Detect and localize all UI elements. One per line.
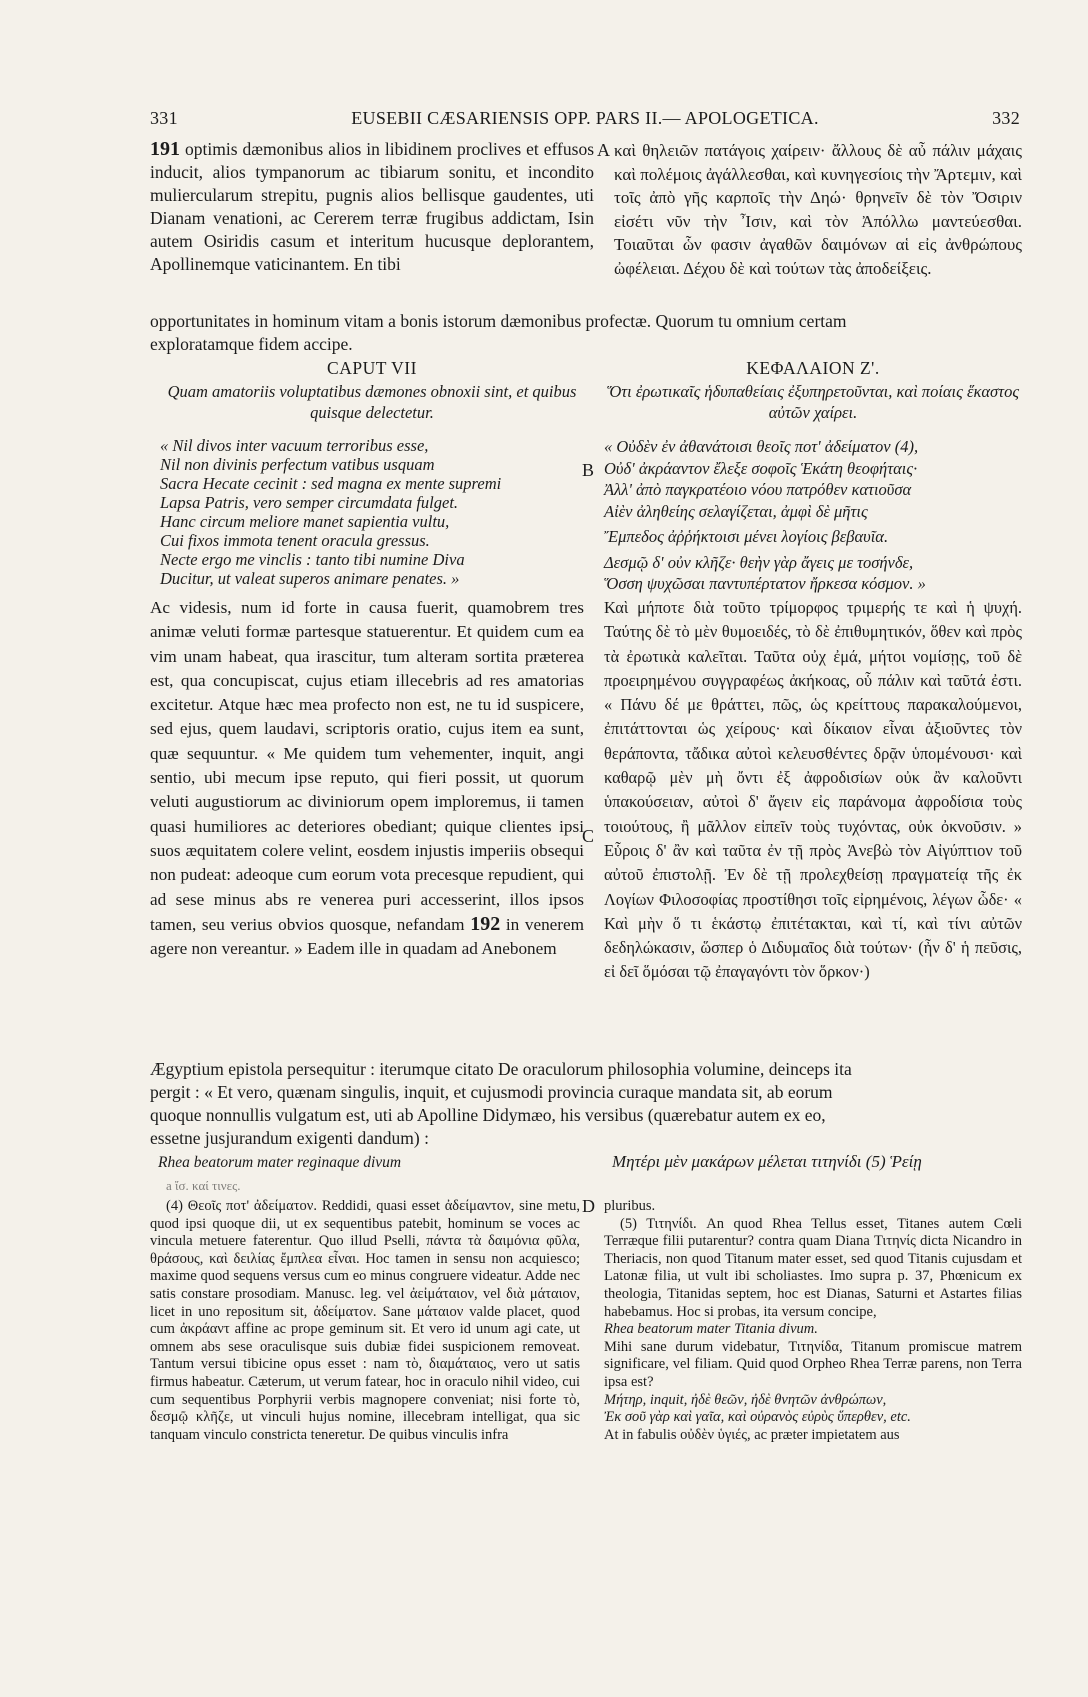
verse-line: Ἀλλ' ἀπὸ παγκρατέοιο νόου πατρόθεν κατιοῦσα bbox=[604, 480, 912, 499]
top-left-latin-text: optimis dæmonibus alios in libidinem proclives et effusos inducit, alios tympanorum ac tibiarum sonitu, et incondito muliercularum strepitu, pugnis alios bellisque gaudentes, uti Dianam venationi, ac Cererem terræ frugibus addictam, Isin autem Osiridis casum et interitum hucusque deplorantem, Apollinemque vaticinantem. En tibi bbox=[150, 139, 595, 274]
running-header bbox=[150, 108, 1020, 132]
wide2-line-4: essetne jusjurandum exigenti dandum) : bbox=[150, 1128, 429, 1148]
verse-line: « Οὐδὲν ἐν ἀθανάτοισι θεοῖς ποτ' ἀδείματον (4), bbox=[604, 437, 919, 456]
latin-verse bbox=[160, 436, 594, 588]
left-main-latin bbox=[150, 596, 584, 961]
footnote-a-text: a ἴσ. καί τινες. bbox=[166, 1178, 241, 1193]
top-left-latin-block bbox=[150, 138, 594, 276]
verse-line: Ὅσση ψυχῶσαι παντυπέρτατον ἤρκεσα κόσμον. » bbox=[604, 574, 926, 593]
verse-line: Necte ergo me vinclis : tanto tibi numine Diva bbox=[160, 550, 465, 569]
verse-line: Cui fixos immota tenent oracula gressus. bbox=[160, 531, 430, 550]
wide2-line-1: Ægyptium epistola persequitur : iterumque citato De oraculorum philosophia volumine, deinceps ita bbox=[150, 1059, 852, 1079]
note-5-cont: Mihi sane durum videbatur, Τιτηνίδα, Titanum promiscue matrem significare, vel filiam. Quid quod Orpheo Rhea Terræ parens, non Terra ipsa est? bbox=[604, 1338, 1022, 1390]
verse-line: Αἰὲν ἀληθείης σελαγίζεται, ἀμφὶ δὲ μῆτις bbox=[604, 501, 868, 521]
section-marker-191: 191 bbox=[150, 138, 180, 160]
rhea-greek-line bbox=[612, 1152, 1022, 1172]
right-main-text: Καὶ μήποτε διὰ τοῦτο τρίμορφος τριμερής τε καὶ ἡ ψυχή. Ταύτης δὲ τὸ μὲν θυμοειδές, τὸ δὲ ἐπιθυμητικόν, ὅθεν καὶ πρὸς τὰ ἐρωτικὰ καλεῖται. Ταῦτα οὐχ ἐμά, μήτοι νομίσῃς, τοῦ δὲ προειρημένου συγγραφέως ἀκήκοας, οὗ πάλιν καὶ ταῦτά ἐστι. « Πάνυ δέ με θράττει, πῶς, ὡς κρείττους παρακαλούμενοι, ἐπιτάττονται ὡς χείρους· καὶ δίκαιον εἶναι ἀξιοῦντες τὸν θεράποντα, τἄδικα αὐτοὶ κελευσθέντες δρᾷν ὑπομένουσι· καὶ καθαρῷ μὲν μὴ ὄντι ἐξ ἀφροδισίων οὐκ ἂν καλοῦντι ὑπακούσειαν, αὐτοὶ δ' ἄγειν εἰς παράνομα ἀφροδίσια τοὺς τοιούτους, ἢ μᾶλλον εἰπεῖν τοὺς τυχόντας, οὐκ ὀκνοῦσιν. » Εὗροις δ' ἂν καὶ ταῦτα ἐν τῇ πρὸς Ἀνεβὼ τὸν Αἰγύπτιον τοῦ αὐτοῦ ἐπιστολῇ. Ἐν δὲ τῇ προλεχθείσῃ πραγματείᾳ τῆς ἐκ Λογίων Φιλοσοφίας προστίθησι τοῖς εἰρημένοις, λέγων ὧδε· « Καὶ μὴν ὅ τι ἑκάστῳ ἐπιτέτακται, καὶ τί, καὶ τίνι αὐτῶν δεδηλώκασιν, ὥσπερ ὁ Διδυμαῖος διὰ τούτων· (ἦν δ' ἡ πεῦσις, εἰ δεῖ ὅμόσαι τῷ ἐπαγαγόντι τὸν ὅρκον·) bbox=[604, 598, 1022, 982]
pluribus-text: pluribus. bbox=[604, 1198, 656, 1214]
rhea-greek-text: Μητέρι μὲν μακάρων μέλεται τιτηνίδι (5) Ῥείῃ bbox=[612, 1152, 922, 1171]
wide2-line-2: pergit : « Et vero, quænam singulis, inquit, et cujusmodi provincia curaque mandata sit, ab eorum bbox=[150, 1082, 833, 1102]
margin-letter-a: A bbox=[597, 140, 610, 160]
note-5-text: (5) Τιτηνίδι. An quod Rhea Tellus esset, Titanes autem Cœli Terræque filii putarentur? contra quam Diana Τιτηνίς dicta Nicandro in Theriacis, non quod Titanum mater esset, sed quod Titanis cujusdam et Latonæ filia, ut vult ibi scholiastes. Imo supra p. 37, Phœnicum ex theologia, Titanidas septem, hoc est Dianas, Saturni et Astartes filias habebamus. Hoc si probas, ita versum concipe, bbox=[604, 1215, 1022, 1320]
kephalaion-title: ΚΕΦΑΛΑΙΟΝ Ζ'. bbox=[746, 358, 880, 378]
verse-line: Lapsa Patris, vero semper circumdata fulget. bbox=[160, 493, 459, 512]
verse-line: Δεσμῷ δ' οὐν κλῆζε· θεὴν γὰρ ἄγεις με τοσήνδε, bbox=[604, 552, 914, 572]
section-marker-192: 192 bbox=[470, 912, 501, 935]
left-main-tail: in venerem agere non vereantur. » Eadem ille in quadam ad Anebonem bbox=[150, 914, 585, 959]
verse-line: « Nil divos inter vacuum terroribus esse, bbox=[160, 436, 429, 455]
wide-line-2: exploratamque fidem accipe. bbox=[150, 334, 353, 354]
wide-continuation bbox=[150, 1058, 1022, 1150]
note-5 bbox=[604, 1198, 1022, 1444]
top-right-greek-text: καὶ θηλειῶν πατάγοις χαίρειν· ἄλλους δὲ αὖ πάλιν μάχαις καὶ πολέμοις ἀγάλλεσθαι, καὶ κυνηγεσίοις τὴν Ἄρτεμιν, καὶ τοῖς ἀπὸ γῆς καρποῖς τὴν Δηώ· θρηνεῖν δὲ τὸν Ὄσιριν εἰσέτι νῦν τὴν Ἶσιν, καὶ τὸν Ἀπόλλω μαντεύεσθαι. Τοιαῦται ὧν φασιν ἀγαθῶν δαιμόνων αἱ εἰς ἀνθρώπους ὠφέλειαι. Δέχου δὲ καὶ τούτων τὰς ἀποδείξεις. bbox=[614, 141, 1022, 278]
note-5-italic: Rhea beatorum mater Titania divum. bbox=[604, 1321, 818, 1338]
right-main-greek bbox=[604, 596, 1022, 985]
top-right-greek-block bbox=[614, 139, 1022, 280]
footnote-a bbox=[166, 1178, 586, 1194]
wide2-line-3: quoque nonnullis vulgatum est, uti ab Apolline Didymæo, his versibus (quærebatur autem ex eo, bbox=[150, 1105, 826, 1125]
margin-letter-b: B bbox=[582, 460, 595, 480]
note-4 bbox=[150, 1198, 580, 1444]
verse-line: Ἔμπεδος ἀῤῥήκτοισι μένει λογίοις βεβαυῖα. bbox=[604, 527, 889, 546]
verse-line: Hanc circum meliore manet sapientia vultu, bbox=[160, 512, 450, 531]
rhea-latin-text: Rhea beatorum mater reginaque divum bbox=[158, 1154, 402, 1171]
margin-letter-c: C bbox=[582, 826, 595, 846]
verse-line: Sacra Hecate cecinit : sed magna ex mente supremi bbox=[160, 474, 502, 493]
wide-line-block bbox=[150, 310, 1022, 356]
note-5-greek-2: Ἐκ σοῦ γὰρ καὶ γαῖα, καὶ οὐρανὸς εὐρὺς ὕπερθεν, etc. bbox=[604, 1409, 911, 1426]
greek-verse bbox=[604, 436, 1022, 595]
right-chapter-heading bbox=[604, 356, 1022, 423]
verse-line: Ducitur, ut valeat superos animare penates. » bbox=[160, 569, 460, 588]
left-chapter-heading bbox=[150, 356, 594, 423]
page-number-left: 331 bbox=[150, 108, 178, 128]
note-5-greek-1: Μήτηρ, inquit, ἠδὲ θεῶν, ἠδὲ θνητῶν ἀνθρώπων, bbox=[604, 1391, 887, 1408]
page-number-right: 332 bbox=[992, 108, 1020, 128]
note-4-text: (4) Θεοῖς ποτ' ἀδείματον. Reddidi, quasi esset ἀδείμαντον, sine metu, quod ipsi quoque dii, ut ex sequentibus patebit, hominum se voces ac vincula metuere faterentur. Quo illud Pselli, πάντα τὰ δαιμόνια φῦλα, θράσους, καὶ δειλίας ἔμπλεα εἶναι. Hoc tamen in sensu non acquiesco; maxime quod sequens versus cum eo minus congruere videatur. Adde nec satis constare prosodiam. Manusc. leg. vel ἀεἰμάταιον, vel διὰ μάταιον, licet in uno repositum sit, ἀδείματον. Sane μάταιον valde placet, quod cum ἀκράαντ affine ac prope geminum sit. Et vero id unum agi cate, ut omnem abs sese oraculisque suis dubiæ fidei suspicionem removeat. Tantum versui tibicine opus esset : nam τὸ, διαμάταιος, vero ut satis firmus habeatur. Cæterum, ut verum fatear, hoc in oraculo nihil video, cui cum sequentibus Porphyrii verbis magnopere conveniat; nisi forte τὸ, δεσμῷ κλῆζε, ut vinculi hujus nomine, illecebram intelligat, qua sic tanquam vinculo constricta teneretur. De quibus vinculis infra bbox=[150, 1198, 580, 1443]
kephalaion-summary: Ὅτι ἐρωτικαῖς ἡδυπαθείαις ἐξυπηρετοῦνται, καὶ ποίαις ἕκαστος αὐτῶν χαίρει. bbox=[606, 382, 1020, 422]
verse-line: Nil non divinis perfectum vatibus usquam bbox=[160, 455, 435, 474]
left-main-text: Ac videsis, num id forte in causa fuerit, quamobrem tres animæ veluti formæ partesque statuerentur. Et quidem cum ea vim unam habeat, qua irascitur, tum alteram sortita præterea est, qua concupiscat, cujus etiam illecebris ad res amatorias excitetur. Atque hæc mea profecto non est, ne tu id suspicere, sed ejus, quem laudavi, scriptoris oratio, cujus item ea sunt, quæ sequuntur. « Me quidem tum vehementer, inquit, angi sentio, ubi mecum ipse reputo, qui fieri possit, ut quorum veluti augustiorum ac diviniorum opem imploremus, ii tamen quasi humiliores ac deteriores obediant; quique clientes ipsi suos æquitatem colere velint, eosdem injustis imperiis obsequi non pudeat: adeoque cum eorum vota precesque repudient, qui ad sese minus abs re venerea puri accesserint, illos ipsos tamen, seu verius obvios quosque, nefandam bbox=[150, 598, 584, 934]
margin-letter-d: D bbox=[582, 1196, 595, 1216]
running-title: EUSEBII CÆSARIENSIS OPP. PARS II.— APOLOGETICA. bbox=[351, 108, 819, 128]
verse-line: Οὐδ' ἀκράαντον ἔλεξε σοφοῖς Ἑκάτη θεοφήταις· bbox=[604, 458, 918, 478]
note-5-last: At in fabulis οὐδὲν ὑγιές, ac præter impietatem aus bbox=[604, 1426, 900, 1443]
rhea-latin-line bbox=[158, 1154, 588, 1172]
caput-title: CAPUT VII bbox=[327, 358, 417, 378]
wide-line-1: opportunitates in hominum vitam a bonis istorum dæmonibus profectæ. Quorum tu omnium certam bbox=[150, 311, 847, 331]
caput-summary: Quam amatoriis voluptatibus dæmones obnoxii sint, et quibus quisque delectetur. bbox=[167, 382, 577, 422]
